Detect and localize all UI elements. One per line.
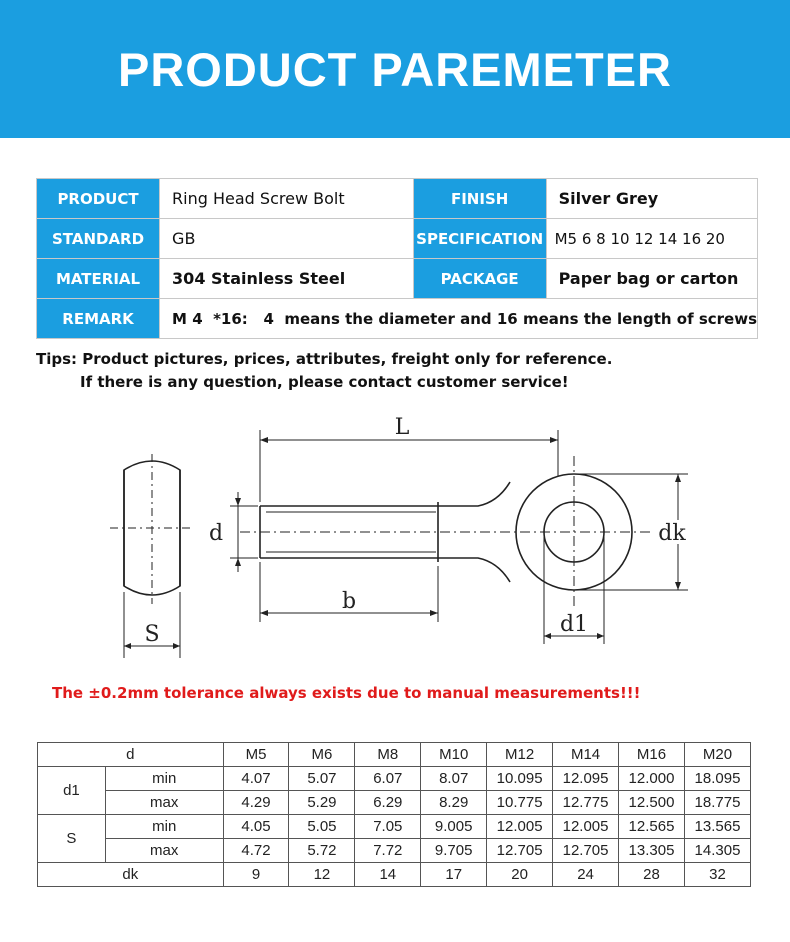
- size-cell: M10: [421, 743, 487, 767]
- s-max-row: [38, 839, 751, 863]
- table-cell: 9.705: [421, 839, 487, 863]
- table-cell: 4.07: [223, 767, 289, 791]
- table-cell: 14.305: [684, 839, 750, 863]
- table-cell: 18.095: [684, 767, 750, 791]
- table-cell: 5.05: [289, 815, 355, 839]
- table-cell: 12.005: [487, 815, 553, 839]
- table-cell: 5.29: [289, 791, 355, 815]
- bolt-diagram: [90, 410, 710, 670]
- table-cell: 8.29: [421, 791, 487, 815]
- dimensions-table: [37, 742, 751, 887]
- size-cell: M8: [355, 743, 421, 767]
- d1-label: d1: [38, 767, 106, 815]
- table-cell: 9.005: [421, 815, 487, 839]
- tips-line-1: Tips: Product pictures, prices, attributes, freight only for reference.: [36, 350, 613, 368]
- label-d: d: [208, 521, 224, 546]
- spec-row-standard: [37, 219, 758, 259]
- table-cell: 4.05: [223, 815, 289, 839]
- table-cell: 17: [421, 863, 487, 887]
- max-label: max: [105, 839, 223, 863]
- d1-max-row: [38, 791, 751, 815]
- value-remark: M 4 *16: 4 means the diameter and 16 means the length of screws: [160, 299, 758, 339]
- tolerance-note: The ±0.2mm tolerance always exists due to manual measurements!!!: [52, 684, 641, 702]
- table-cell: 10.095: [487, 767, 553, 791]
- table-cell: 7.72: [355, 839, 421, 863]
- table-cell: 4.72: [223, 839, 289, 863]
- size-cell: M5: [223, 743, 289, 767]
- value-finish: Silver Grey: [546, 179, 757, 219]
- table-cell: 12.500: [619, 791, 685, 815]
- table-cell: 13.565: [684, 815, 750, 839]
- dimension-L: [260, 430, 558, 502]
- table-cell: 18.775: [684, 791, 750, 815]
- table-cell: 4.29: [223, 791, 289, 815]
- min-label: min: [105, 815, 223, 839]
- size-cell: M12: [487, 743, 553, 767]
- table-cell: 14: [355, 863, 421, 887]
- table-cell: 10.775: [487, 791, 553, 815]
- table-cell: 6.07: [355, 767, 421, 791]
- label-product: PRODUCT: [37, 179, 160, 219]
- label-package: PACKAGE: [413, 259, 546, 299]
- tips-line-2: If there is any question, please contact customer service!: [80, 373, 569, 391]
- dims-header-label: d: [38, 743, 224, 767]
- label-finish: FINISH: [413, 179, 546, 219]
- size-cell: M20: [684, 743, 750, 767]
- table-cell: 12: [289, 863, 355, 887]
- label-remark: REMARK: [37, 299, 160, 339]
- table-cell: 12.005: [553, 815, 619, 839]
- size-cell: M16: [619, 743, 685, 767]
- size-cell: M14: [553, 743, 619, 767]
- s-label: S: [38, 815, 106, 863]
- dims-header-row: [38, 743, 751, 767]
- s-min-row: [38, 815, 751, 839]
- label-specification: SPECIFICATION: [413, 219, 546, 259]
- dk-label: dk: [38, 863, 224, 887]
- value-standard: GB: [160, 219, 414, 259]
- value-package: Paper bag or carton: [546, 259, 757, 299]
- value-product: Ring Head Screw Bolt: [160, 179, 414, 219]
- table-cell: 13.305: [619, 839, 685, 863]
- label-dk: dk: [658, 521, 686, 546]
- label-S: S: [144, 622, 160, 647]
- size-cell: M6: [289, 743, 355, 767]
- table-cell: 12.565: [619, 815, 685, 839]
- table-cell: 6.29: [355, 791, 421, 815]
- table-cell: 12.705: [487, 839, 553, 863]
- header-banner: [0, 0, 790, 138]
- table-cell: 5.72: [289, 839, 355, 863]
- tips: [36, 348, 612, 394]
- table-cell: 8.07: [421, 767, 487, 791]
- spec-row-product: [37, 179, 758, 219]
- table-cell: 28: [619, 863, 685, 887]
- min-label: min: [105, 767, 223, 791]
- label-material: MATERIAL: [37, 259, 160, 299]
- table-cell: 12.705: [553, 839, 619, 863]
- table-cell: 5.07: [289, 767, 355, 791]
- spec-row-remark: [37, 299, 758, 339]
- max-label: max: [105, 791, 223, 815]
- table-cell: 12.775: [553, 791, 619, 815]
- table-cell: 32: [684, 863, 750, 887]
- table-cell: 24: [553, 863, 619, 887]
- label-d1: d1: [559, 612, 589, 637]
- spec-row-material: [37, 259, 758, 299]
- table-cell: 12.095: [553, 767, 619, 791]
- label-standard: STANDARD: [37, 219, 160, 259]
- table-cell: 9: [223, 863, 289, 887]
- table-cell: 7.05: [355, 815, 421, 839]
- spec-table: [36, 178, 758, 339]
- d1-min-row: [38, 767, 751, 791]
- dk-row: [38, 863, 751, 887]
- table-cell: 20: [487, 863, 553, 887]
- page-title: PRODUCT PAREMETER: [117, 42, 673, 96]
- value-material: 304 Stainless Steel: [160, 259, 414, 299]
- label-b: b: [341, 589, 357, 614]
- value-specification: M5 6 8 10 12 14 16 20: [546, 219, 757, 259]
- label-L: L: [394, 415, 410, 440]
- bolt-body: [240, 456, 650, 610]
- table-cell: 12.000: [619, 767, 685, 791]
